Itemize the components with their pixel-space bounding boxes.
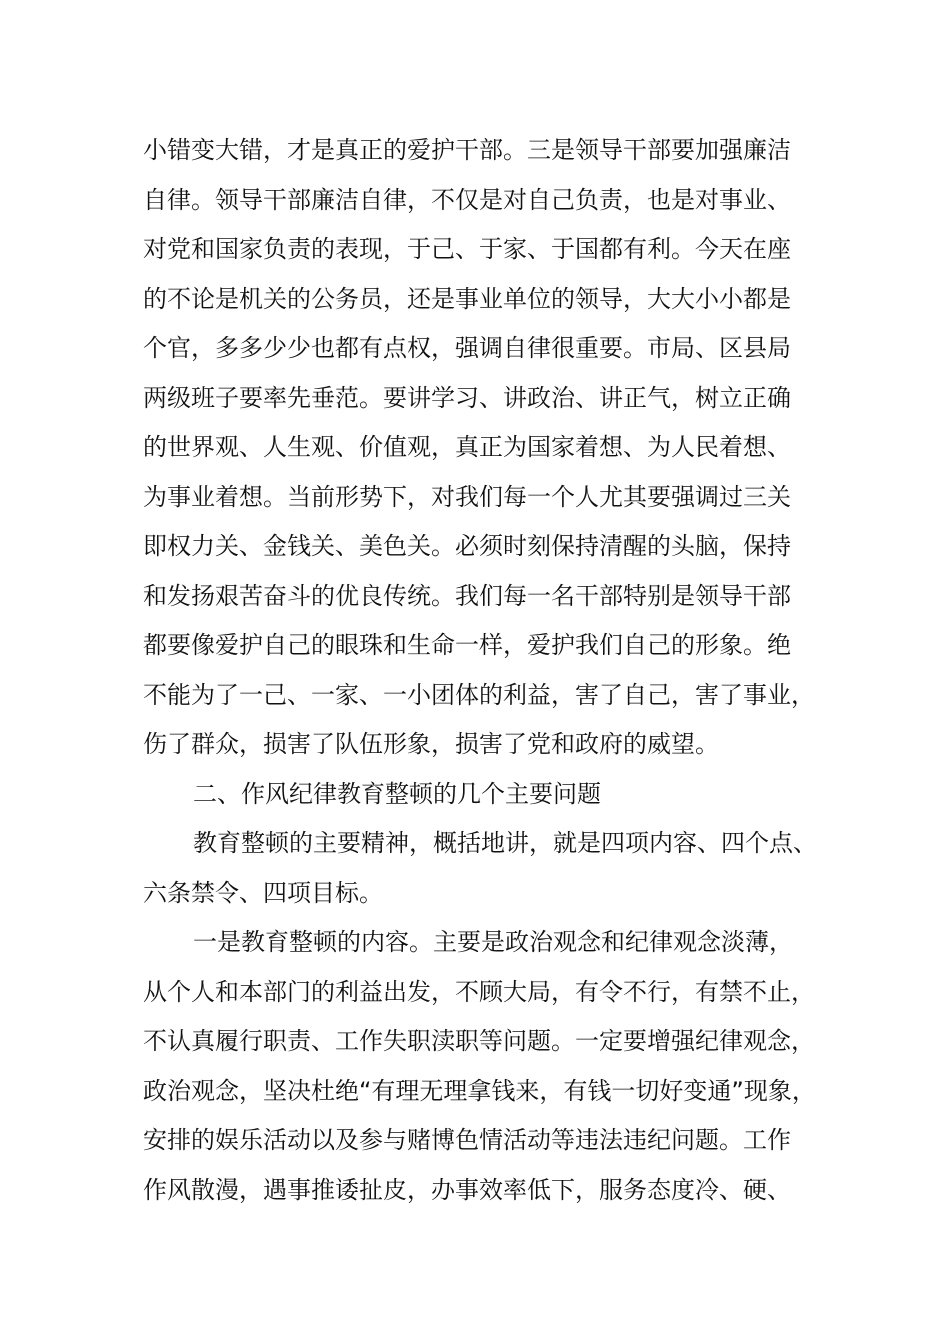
text-line: 六条禁令、四项目标。 bbox=[143, 878, 383, 907]
text-line: 一是教育整顿的内容。主要是政治观念和纪律观念淡薄， bbox=[193, 928, 793, 956]
document-body bbox=[143, 126, 823, 1215]
text-line: 对党和国家负责的表现，于己、于家、于国都有利。今天在座 bbox=[143, 235, 791, 263]
text-line: 都要像爱护自己的眼珠和生命一样，爱护我们自己的形象。绝 bbox=[143, 631, 791, 659]
section-heading: 二、作风纪律教育整顿的几个主要问题 bbox=[193, 779, 601, 808]
text-line: 伤了群众，损害了队伍形象，损害了党和政府的威望。 bbox=[143, 730, 719, 758]
text-line: 两级班子要率先垂范。要讲学习、讲政治、讲正气，树立正确 bbox=[143, 383, 791, 412]
text-line: 不能为了一己、一家、一小团体的利益，害了自己，害了事业， bbox=[143, 680, 815, 709]
text-line: 即权力关、金钱关、美色关。必须时刻保持清醒的头脑，保持 bbox=[143, 532, 791, 560]
text-line: 和发扬艰苦奋斗的优良传统。我们每一名干部特别是领导干部 bbox=[143, 581, 791, 610]
text-line: 为事业着想。当前形势下，对我们每一个人尤其要强调过三关 bbox=[143, 482, 791, 511]
text-line: 的不论是机关的公务员，还是事业单位的领导，大大小小都是 bbox=[143, 284, 791, 313]
text-line: 小错变大错，才是真正的爱护干部。三是领导干部要加强廉洁 bbox=[143, 136, 791, 164]
text-line: 政治观念，坚决杜绝“有理无理拿钱来，有钱一切好变通”现象， bbox=[143, 1076, 816, 1105]
text-line: 自律。领导干部廉洁自律，不仅是对自己负责，也是对事业、 bbox=[143, 185, 791, 214]
text-line: 的世界观、人生观、价值观，真正为国家着想、为人民着想、 bbox=[143, 433, 791, 461]
text-line: 教育整顿的主要精神，概括地讲，就是四项内容、四个点、 bbox=[193, 829, 817, 857]
text-line: 作风散漫，遇事推诿扯皮，办事效率低下，服务态度冷、硬、 bbox=[143, 1175, 791, 1204]
text-line: 个官，多多少少也都有点权，强调自律很重要。市局、区县局 bbox=[143, 334, 791, 362]
text-line: 不认真履行职责、工作失职渎职等问题。一定要增强纪律观念， bbox=[143, 1027, 815, 1055]
text-line: 安排的娱乐活动以及参与赌博色情活动等违法违纪问题。工作 bbox=[143, 1126, 791, 1154]
text-line: 从个人和本部门的利益出发，不顾大局，有令不行，有禁不止， bbox=[143, 977, 815, 1006]
